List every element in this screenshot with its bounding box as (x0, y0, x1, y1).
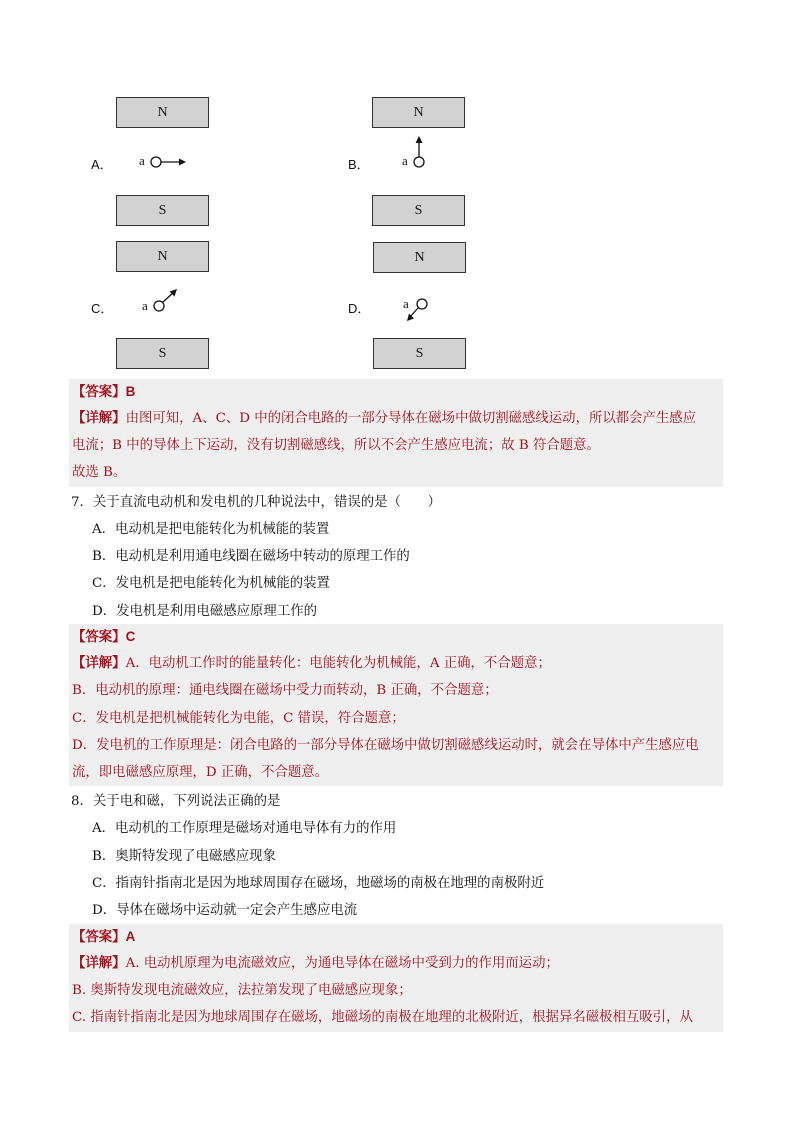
magnet-north-c: N (116, 241, 209, 272)
conductor-label-a: a (139, 153, 145, 168)
magnet-south-d: S (373, 338, 466, 369)
q7-option-c: C．发电机是把电能转化为机械能的装置 (92, 576, 330, 591)
q7-detail-line-5: 流，即电磁感应原理，D 正确，不合题意。 (72, 765, 329, 780)
q8-detail-line-1: 【详解】A. 电动机原理为电流磁效应，为通电导体在磁场中受到力的作用而运动； (72, 955, 559, 971)
option-label-b: B． (348, 157, 370, 172)
conductor-label-d: a (403, 296, 409, 311)
conductor-a-right-arrow (148, 150, 188, 174)
magnet-north-a: N (116, 97, 209, 128)
conductor-label-b: a (402, 153, 408, 168)
q8-option-b: B．奥斯特发现了电磁感应现象 (92, 849, 276, 864)
magnet-north-d: N (373, 242, 466, 273)
q6-detail-line-2: 电流；B 中的导体上下运动，没有切割磁感线，所以不会产生感应电流；故 B 符合题意。 (72, 438, 600, 453)
q8-stem: 8．关于电和磁，下列说法正确的是 (71, 794, 281, 809)
option-label-d: D． (348, 301, 371, 316)
q6-detail-line-3: 故选 B。 (72, 465, 127, 480)
conductor-d-diagonal-arrow (401, 293, 435, 327)
q7-detail-line-1: 【详解】A．电动机工作时的能量转化：电能转化为机械能，A 正确，不合题意； (72, 655, 551, 671)
option-label-c: C． (91, 301, 114, 316)
q8-option-a: A．电动机的工作原理是磁场对通电导体有力的作用 (92, 821, 397, 836)
q7-answer: 【答案】C (72, 629, 136, 645)
magnet-south-b: S (372, 195, 465, 226)
q8-answer: 【答案】A (72, 929, 136, 945)
q8-option-d: D．导体在磁场中运动就一定会产生感应电流 (92, 903, 358, 918)
q6-answer: 【答案】B (72, 384, 136, 400)
q7-option-d: D．发电机是利用电磁感应原理工作的 (92, 604, 317, 619)
conductor-b-up-arrow (409, 134, 429, 170)
q7-detail-line-3: C．发电机是把机械能转化为电能，C 错误，符合题意； (72, 711, 405, 726)
q7-solution-band (69, 624, 723, 786)
q6-solution-band (69, 379, 723, 487)
magnet-south-a: S (116, 195, 209, 226)
q7-option-a: A．电动机是把电能转化为机械能的装置 (92, 522, 330, 537)
magnet-north-b: N (372, 97, 465, 128)
magnet-south-c: S (116, 338, 209, 369)
q8-option-c: C．指南针指南北是因为地球周围存在磁场，地磁场的南极在地理的南极附近 (92, 876, 545, 891)
q7-option-b: B．电动机是利用通电线圈在磁场中转动的原理工作的 (92, 549, 410, 564)
conductor-label-c: a (142, 298, 148, 313)
q6-detail-line-1: 【详解】由图可知，A、C、D 中的闭合电路的一部分导体在磁场中做切割磁感线运动，所以都会产生感应 (72, 410, 697, 426)
q7-stem: 7．关于直流电动机和发电机的几种说法中，错误的是（ ） (71, 495, 442, 510)
option-label-a: A． (91, 157, 113, 172)
q8-detail-line-3: C. 指南针指南北是因为地球周围存在磁场，地磁场的南极在地理的北极附近，根据异名磁极相互吸引，从 (72, 1010, 693, 1025)
conductor-c-diagonal-arrow (150, 285, 182, 317)
q8-detail-line-2: B. 奥斯特发现电流磁效应，法拉第发现了电磁感应现象； (72, 983, 412, 998)
q7-detail-line-2: B．电动机的原理：通电线圈在磁场中受力而转动，B 正确，不合题意； (72, 683, 498, 698)
q7-detail-line-4: D．发电机的工作原理是：闭合电路的一部分导体在磁场中做切割磁感线运动时，就会在导体中产生感应电 (72, 738, 699, 753)
